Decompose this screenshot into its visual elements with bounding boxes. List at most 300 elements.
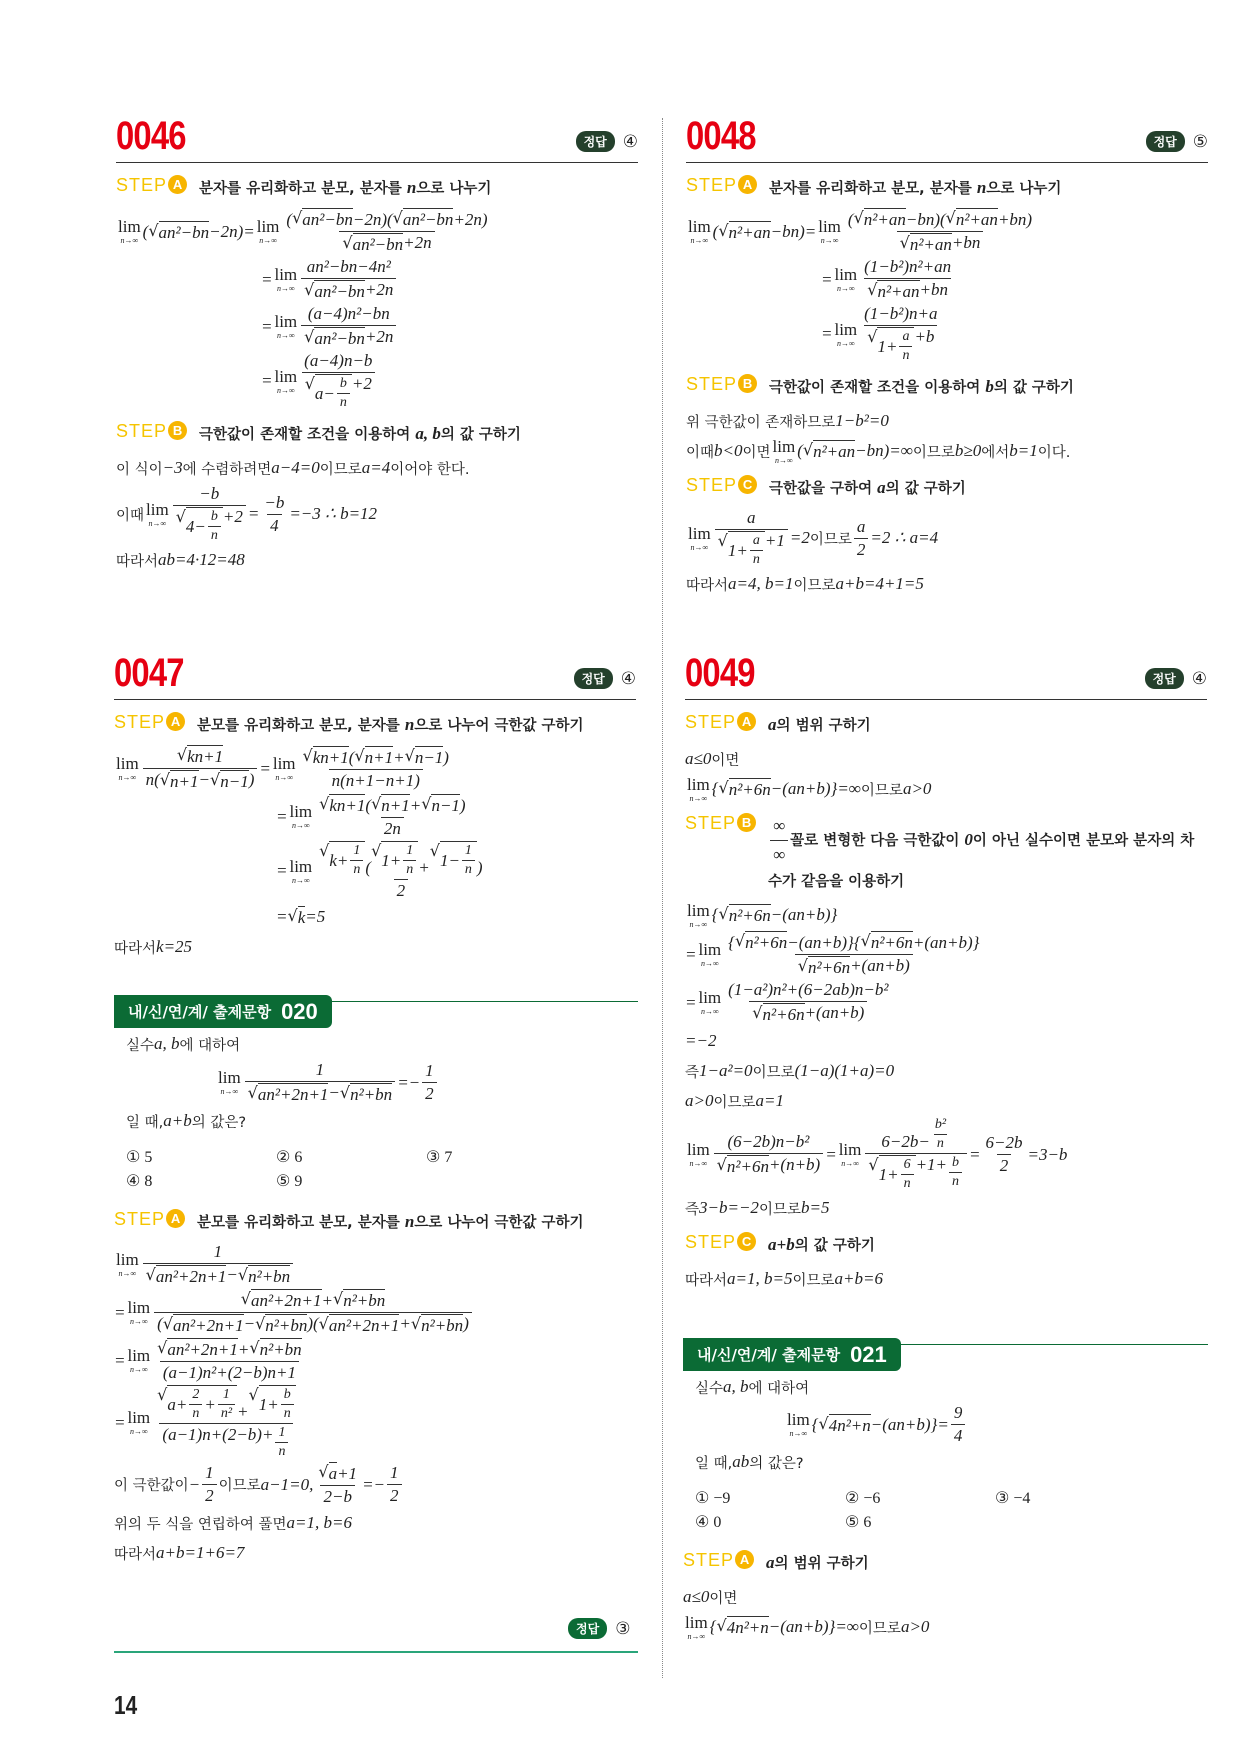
math-text: 2	[390, 1486, 399, 1505]
question-body	[114, 1030, 638, 1135]
lim-subscript: n→∞	[820, 236, 839, 245]
square-root	[292, 208, 353, 230]
square-root	[255, 1314, 307, 1336]
math-text: (	[157, 1314, 163, 1333]
answer-value: ③	[615, 1618, 631, 1639]
fraction	[725, 931, 982, 978]
square-root	[867, 280, 919, 302]
lim-subscript: n→∞	[129, 1365, 148, 1374]
lim-label: lim	[698, 988, 722, 1007]
text: 따라서	[114, 1546, 157, 1563]
fraction	[750, 533, 763, 568]
choice-1[interactable]: ① −9	[695, 1490, 731, 1507]
lim-label: lim	[218, 1068, 241, 1087]
problem-header	[114, 651, 636, 700]
radical-sign: √	[318, 1462, 329, 1481]
square-root	[868, 1155, 915, 1192]
math-text: =−3 ∴ b=12	[289, 504, 378, 523]
solution-line	[686, 304, 1208, 364]
radical-sign: √	[148, 220, 159, 240]
math-text: =3−b	[1027, 1144, 1068, 1164]
math-text: n²+6n	[728, 906, 771, 925]
text: 이므로	[758, 1201, 801, 1218]
math-text: n²+bn	[343, 1291, 386, 1310]
radicand	[879, 1155, 916, 1192]
math-text: −(an+b)}{	[787, 933, 861, 952]
math-text: n(n+1−n+1)	[331, 771, 420, 790]
numerator	[861, 257, 954, 278]
radical-sign: √	[429, 841, 440, 860]
limit	[273, 755, 296, 782]
limit	[685, 1614, 708, 1641]
square-root	[718, 531, 765, 568]
math-text: +	[418, 858, 430, 877]
lim-subscript: n→∞	[276, 284, 295, 293]
math-text: b≥0	[954, 441, 982, 460]
denominator	[422, 1082, 437, 1104]
square-root	[241, 1289, 322, 1311]
fraction	[387, 1463, 402, 1506]
limit	[839, 1141, 862, 1168]
lim-subscript: n→∞	[841, 1159, 859, 1168]
math-text: 0	[964, 830, 973, 849]
lim-label: lim	[289, 856, 313, 876]
math-text: +2n	[364, 327, 394, 346]
step-heading	[683, 1550, 1208, 1577]
numerator	[196, 484, 222, 505]
math-text: 6−2b	[985, 1133, 1023, 1152]
radical-sign: √	[319, 794, 330, 813]
denominator	[301, 325, 396, 349]
lim-label: lim	[787, 1410, 810, 1429]
math-text: n	[406, 178, 417, 197]
square-root	[818, 1414, 870, 1436]
column-divider	[662, 118, 663, 1678]
math-text: +	[237, 1402, 249, 1421]
radicand	[329, 1462, 338, 1484]
question-body	[683, 1373, 1208, 1476]
denominator	[714, 1153, 824, 1177]
math-text: 1	[425, 1061, 434, 1080]
numerator	[744, 508, 759, 529]
numerator	[316, 794, 468, 817]
radicand	[298, 906, 306, 928]
text: 이때	[116, 507, 145, 524]
numerator	[878, 1117, 954, 1153]
math-text: (1−b²)n+a	[864, 304, 938, 323]
solution-line	[114, 1462, 638, 1507]
fraction	[154, 1338, 305, 1383]
math-text: n²+an	[909, 235, 952, 254]
solution-line	[685, 1027, 1207, 1055]
math-text: an²−bn	[314, 282, 365, 301]
math-text: (6−2b)n−b²	[727, 1132, 810, 1151]
lim-label: lim	[838, 1140, 862, 1159]
step-heading	[116, 421, 638, 448]
denominator	[143, 1263, 294, 1287]
fraction	[275, 1425, 288, 1460]
fraction	[143, 745, 258, 792]
math-text: a	[877, 478, 886, 497]
math-text: =	[969, 1144, 981, 1164]
square-root	[411, 1314, 463, 1336]
choice-4[interactable]: ④ 8	[126, 1173, 153, 1190]
limit	[687, 776, 710, 803]
math-text: 3−b=−2	[699, 1198, 759, 1217]
problem-header	[116, 114, 638, 163]
step-badge-icon: A	[166, 712, 185, 731]
problem-number: 0046	[116, 114, 186, 158]
math-text: n²+6n	[745, 933, 788, 952]
text: 이다.	[1037, 444, 1071, 461]
fraction	[281, 1387, 294, 1422]
radicand	[329, 1314, 400, 1336]
math-text: an²+2n+1	[328, 1316, 400, 1335]
denominator	[997, 1154, 1012, 1176]
radicand	[265, 1314, 307, 1336]
math-text: an²−bn	[402, 210, 454, 229]
math-text: =	[114, 1350, 126, 1370]
lim-subscript: n→∞	[276, 331, 295, 340]
math-text: 1	[213, 1242, 223, 1261]
text: 에서	[981, 444, 1010, 461]
numerator	[301, 351, 375, 372]
math-text: k	[297, 908, 306, 927]
fraction	[854, 517, 869, 560]
fraction	[245, 1060, 396, 1105]
math-text: +bn)	[997, 210, 1033, 229]
step-label: STEP	[685, 1232, 737, 1252]
math-text: n²+an	[877, 282, 920, 301]
fraction	[983, 1133, 1026, 1176]
solution-body	[114, 1209, 638, 1567]
text: 따라서	[685, 1272, 728, 1289]
math-text: +(an+b)	[850, 956, 910, 975]
math-text: n	[283, 1406, 291, 1421]
step-title	[769, 175, 1208, 202]
denominator	[387, 1484, 402, 1506]
step-badge-icon: A	[166, 1209, 185, 1228]
math-text: n−1	[414, 748, 444, 767]
radical-sign: √	[175, 507, 186, 526]
radicand	[763, 1003, 805, 1025]
denominator	[302, 372, 375, 411]
numerator	[238, 1289, 389, 1312]
limit	[218, 1069, 241, 1096]
math-text: 1+	[727, 540, 748, 560]
solution-line	[685, 931, 1207, 978]
problem-number: 0048	[686, 114, 756, 158]
text: 이므로	[218, 1478, 261, 1494]
math-text: −	[198, 770, 211, 789]
limit	[146, 501, 169, 528]
numerator	[725, 980, 891, 1001]
radical-sign: √	[249, 1338, 260, 1357]
radical-sign: √	[292, 208, 303, 227]
lim-subscript: n→∞	[259, 236, 277, 245]
radical-sign: √	[853, 208, 864, 227]
math-text: kn+1	[312, 748, 349, 767]
step-label: STEP	[116, 421, 168, 441]
answer-value: ④	[622, 131, 638, 152]
fraction	[899, 329, 912, 364]
square-root	[867, 327, 914, 364]
denominator	[865, 1153, 967, 1192]
step-label: STEP	[686, 475, 738, 495]
denominator	[770, 840, 788, 868]
math-text: −	[243, 1314, 256, 1333]
text: 이면	[711, 752, 740, 769]
math-text: =	[276, 861, 288, 880]
choice-list	[126, 1147, 638, 1191]
square-root	[305, 374, 352, 411]
solution-line	[114, 841, 636, 901]
radicand	[956, 208, 998, 230]
denominator	[897, 231, 984, 255]
radicand	[431, 794, 459, 816]
numerator	[899, 329, 912, 346]
math-text: n−1	[431, 796, 460, 815]
fraction	[715, 508, 788, 568]
radical-sign: √	[899, 233, 910, 252]
square-root	[946, 208, 998, 230]
math-text: ab=4·12=48	[158, 550, 245, 569]
math-text: =−2	[685, 1031, 717, 1050]
text: 에 대하여	[748, 1380, 810, 1397]
choice-2[interactable]: ② 6	[276, 1149, 303, 1166]
lim-subscript: n→∞	[700, 1007, 719, 1016]
choice-1[interactable]: ① 5	[126, 1149, 153, 1166]
answer	[576, 131, 638, 152]
text: 이므로	[793, 577, 836, 594]
problem-header	[685, 651, 1207, 700]
square-root	[718, 778, 770, 800]
text: 분모를 유리화하고 분모, 분자를	[197, 1215, 405, 1231]
text: 이 식이	[116, 461, 163, 478]
choice-3[interactable]: ③ −4	[995, 1490, 1031, 1507]
choice-5[interactable]: ⑤ 9	[276, 1173, 303, 1190]
numerator	[202, 1463, 217, 1484]
radical-sign: √	[339, 1083, 351, 1102]
math-text: 1	[205, 1463, 214, 1482]
numerator	[174, 745, 226, 768]
math-text: n²+bn	[265, 1316, 308, 1335]
math-text: +(an+b)	[804, 1003, 865, 1022]
lim-label: lim	[772, 436, 796, 456]
answer	[1146, 131, 1208, 152]
numerator	[350, 843, 363, 860]
math-text: (	[365, 858, 372, 877]
radical-sign: √	[404, 746, 415, 765]
solution-line	[116, 546, 638, 574]
step-badge-icon: A	[735, 1550, 754, 1569]
math-text: b	[952, 1155, 960, 1170]
math-text: b²	[934, 1117, 947, 1132]
denominator	[864, 278, 951, 302]
radicand	[186, 507, 223, 544]
limit	[834, 266, 857, 293]
math-text: {	[709, 1617, 717, 1636]
solution-line	[686, 570, 1208, 598]
fraction	[300, 746, 452, 791]
text: 이면	[742, 444, 771, 461]
answer-badge: 정답	[1145, 668, 1184, 689]
math-text: =5	[305, 907, 326, 926]
square-root	[176, 507, 223, 544]
math-text: 1	[222, 1387, 230, 1402]
math-text: n²+an	[955, 210, 998, 229]
numerator	[861, 304, 940, 325]
math-text: a≤0	[685, 749, 712, 768]
lim-subscript: n→∞	[690, 236, 709, 245]
solution-line	[126, 1060, 638, 1105]
step-heading	[114, 1209, 638, 1236]
text: 즉	[685, 1064, 700, 1081]
denominator	[403, 860, 416, 878]
solution-line	[686, 508, 1208, 568]
math-text: an²+2n+1	[257, 1085, 329, 1104]
limit	[773, 438, 796, 465]
math-text: −b	[264, 492, 285, 512]
square-root	[716, 1616, 768, 1638]
math-text: )	[476, 858, 483, 877]
step-heading	[685, 813, 1207, 895]
math-text: 1−a²=0	[699, 1061, 753, 1080]
solution-line	[114, 933, 636, 961]
solution-body	[686, 175, 1208, 598]
choice-3[interactable]: ③ 7	[426, 1149, 453, 1166]
math-text: =	[685, 944, 697, 964]
denominator	[949, 1172, 962, 1190]
math-text: −	[226, 1265, 238, 1284]
math-text: )	[443, 748, 449, 767]
choice-5[interactable]: ⑤ 6	[845, 1514, 872, 1531]
radicand	[440, 841, 477, 878]
math-text: =	[259, 758, 271, 778]
choice-4[interactable]: ④ 0	[695, 1514, 722, 1531]
radicand	[343, 1289, 385, 1311]
math-text: n²+bn	[421, 1316, 464, 1335]
math-text: +	[204, 1394, 216, 1414]
math-text: n	[339, 395, 347, 410]
answer-badge: 정답	[576, 131, 615, 152]
radicand	[415, 746, 443, 768]
problem-0048	[686, 114, 1208, 600]
radical-sign: √	[392, 208, 403, 227]
answer	[568, 1618, 630, 1639]
math-text: n²+bn	[350, 1085, 393, 1104]
math-text: =	[247, 504, 260, 523]
math-text: +1+	[915, 1155, 948, 1174]
answer-value: ⑤	[1192, 131, 1208, 152]
radical-sign: √	[248, 1385, 259, 1404]
math-text: 1	[390, 1463, 399, 1482]
square-root	[718, 221, 770, 243]
solution-line	[116, 454, 638, 482]
linked-label-text: 내/신/연/계/ 출제문항	[128, 1003, 272, 1021]
limit	[127, 1347, 150, 1374]
square-root	[304, 327, 365, 349]
limit	[688, 525, 711, 552]
step-label: STEP	[114, 712, 166, 732]
header-rule	[901, 1344, 1208, 1345]
math-text: (a−1)n²+(2−b)n+1	[162, 1363, 296, 1382]
math-text: b<0	[714, 441, 743, 460]
math-text: 1	[353, 843, 361, 858]
square-root	[430, 841, 477, 878]
numerator	[854, 517, 869, 538]
limit	[274, 313, 297, 340]
math-text: =−	[362, 1474, 386, 1494]
text: 실수	[126, 1037, 155, 1054]
lim-label: lim	[688, 523, 711, 543]
math-text: +	[399, 1314, 411, 1333]
square-root	[319, 841, 365, 878]
solution-line	[114, 1385, 638, 1460]
lim-label: lim	[146, 499, 169, 519]
math-text: n²+6n	[870, 933, 913, 952]
solution-line	[114, 1242, 638, 1287]
radical-sign: √	[157, 1385, 168, 1404]
radicand	[251, 1289, 322, 1311]
solution-line	[116, 208, 638, 255]
lim-label: lim	[127, 1408, 151, 1427]
radicand	[871, 931, 913, 953]
math-text: n	[192, 1406, 200, 1421]
math-text: 2	[205, 1486, 214, 1505]
linked-header	[114, 995, 638, 1028]
linked-label	[114, 995, 332, 1028]
numerator	[300, 746, 452, 769]
text: 으로 나누어 극한값 구하기	[414, 718, 584, 734]
limit	[698, 941, 721, 968]
math-text: =	[276, 806, 288, 826]
solution-body	[683, 1550, 1208, 1641]
math-text: 2	[425, 1084, 434, 1103]
denominator	[394, 879, 409, 901]
math-text: )	[459, 796, 466, 815]
text: 극한값이 존재할 조건을 이용하여	[769, 380, 986, 396]
math-text: a, b	[723, 1377, 749, 1396]
text: 의 값 구하기	[993, 380, 1074, 396]
step-title	[768, 1232, 1207, 1259]
solution-line	[685, 1057, 1207, 1085]
answer-badge: 정답	[1146, 131, 1185, 152]
lim-subscript: n→∞	[275, 773, 294, 782]
numerator	[725, 931, 982, 954]
denominator	[202, 1484, 217, 1506]
choice-2[interactable]: ② −6	[845, 1490, 881, 1507]
math-text: 4	[953, 1426, 963, 1445]
lim-label: lim	[834, 265, 858, 284]
fraction	[714, 1132, 824, 1177]
lim-label: lim	[687, 1140, 710, 1159]
math-text: 2n	[383, 819, 401, 838]
radical-sign: √	[162, 1314, 174, 1333]
limit	[818, 218, 841, 245]
lim-label: lim	[274, 366, 298, 386]
math-text: =	[825, 1144, 837, 1164]
radicand	[329, 794, 365, 816]
text: 에 수렴하려면	[182, 461, 272, 478]
math-text: a=1, b=5	[727, 1269, 793, 1288]
answer-badge: 정답	[574, 668, 613, 689]
math-text: (	[797, 441, 803, 460]
lim-label: lim	[127, 1346, 151, 1365]
limit	[127, 1409, 150, 1436]
text: 따라서	[686, 577, 729, 594]
fraction	[462, 843, 475, 878]
